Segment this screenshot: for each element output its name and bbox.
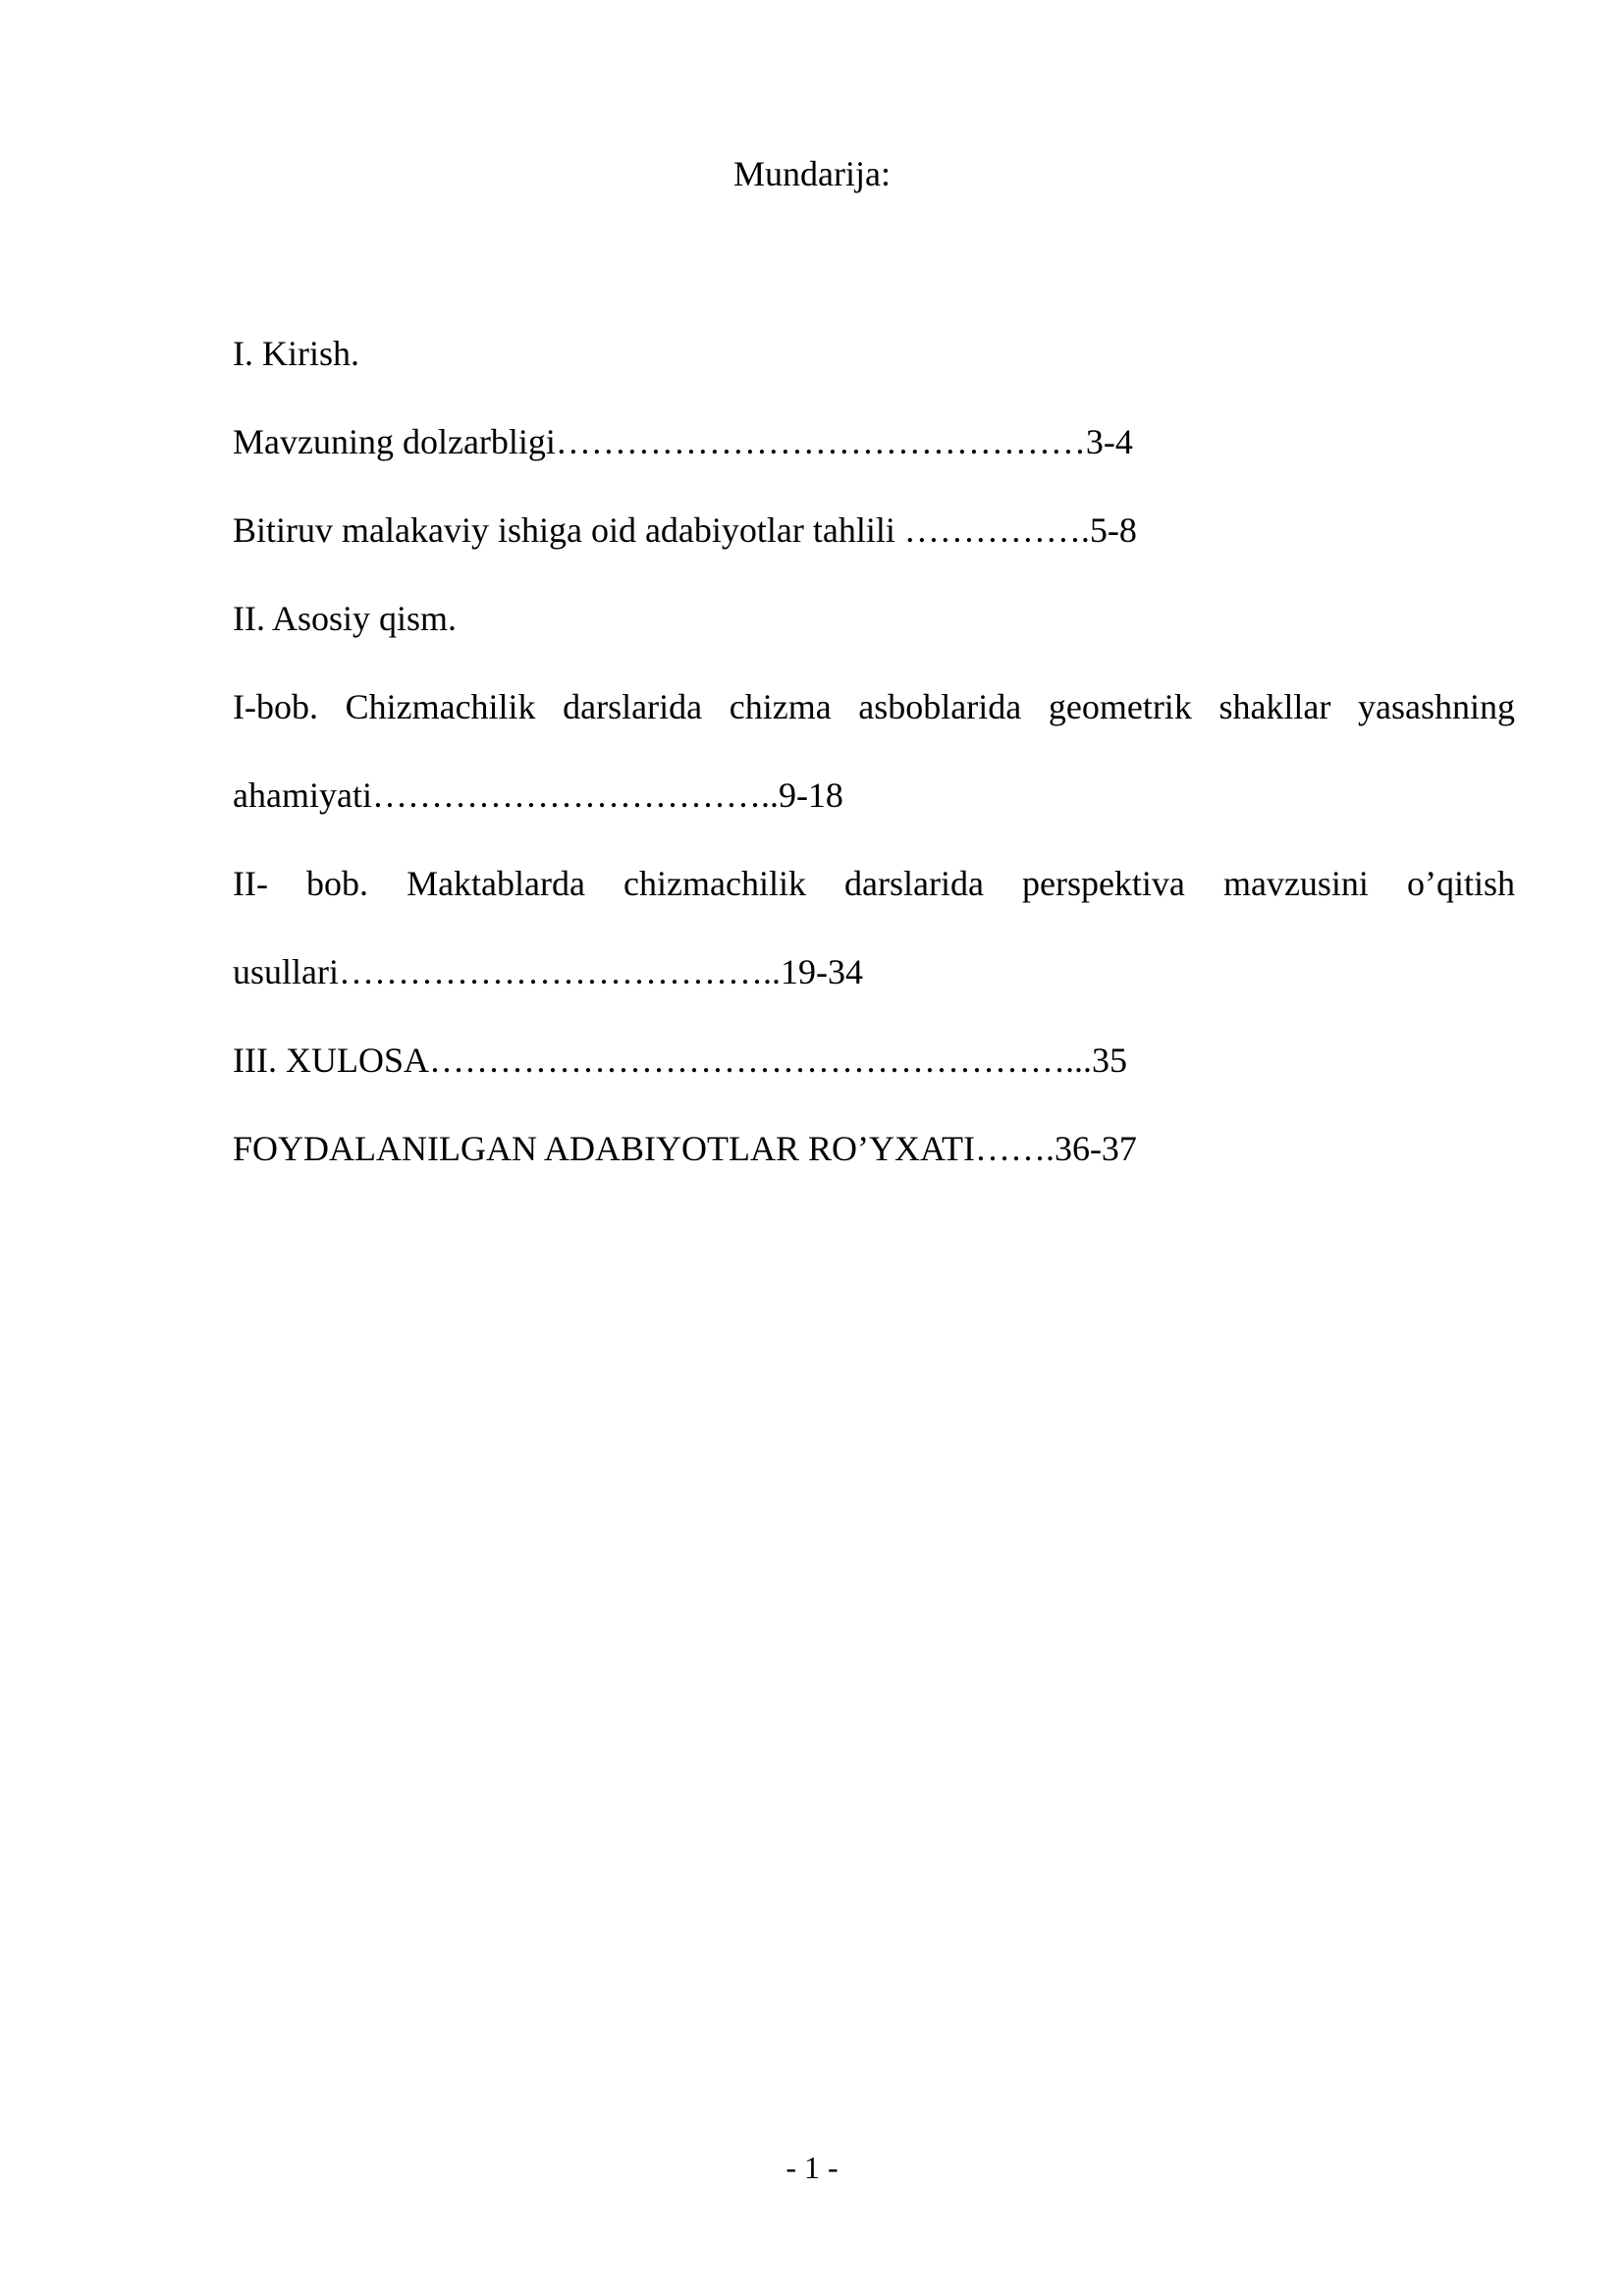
toc-entry-bob-2: II- bob. Maktablarda chizmachilik darslarida perspektiva mavzusini o’qitish — [233, 864, 1515, 903]
page-number: - 1 - — [785, 2150, 839, 2185]
toc-entry-kirish: I. Kirish. — [233, 334, 359, 373]
toc-entry-asosiy-qism: II. Asosiy qism. — [233, 599, 458, 638]
toc-entry-bob-1-continued: ahamiyati……………………………..9-18 — [233, 775, 843, 815]
toc-entry-adabiyotlar-tahlili: Bitiruv malakaviy ishiga oid adabiyotlar tahlili …………….5-8 — [233, 510, 1137, 550]
toc-entry-bob-2-continued: usullari………………………………..19-34 — [233, 952, 863, 991]
toc-entry-xulosa: III. XULOSA………………………………………………...35 — [233, 1041, 1127, 1080]
toc-entry-dolzarblik: Mavzuning dolzarbligi………………………………………3-4 — [233, 422, 1133, 461]
page-title: Mundarija: — [733, 154, 891, 193]
table-of-contents — [233, 332, 1515, 1215]
toc-entry-bob-1: I-bob. Chizmachilik darslarida chizma asboblarida geometrik shakllar yasashning — [233, 687, 1515, 726]
toc-entry-adabiyotlar-royxati: FOYDALANILGAN ADABIYOTLAR RO’YXATI…….36-37 — [233, 1129, 1137, 1168]
